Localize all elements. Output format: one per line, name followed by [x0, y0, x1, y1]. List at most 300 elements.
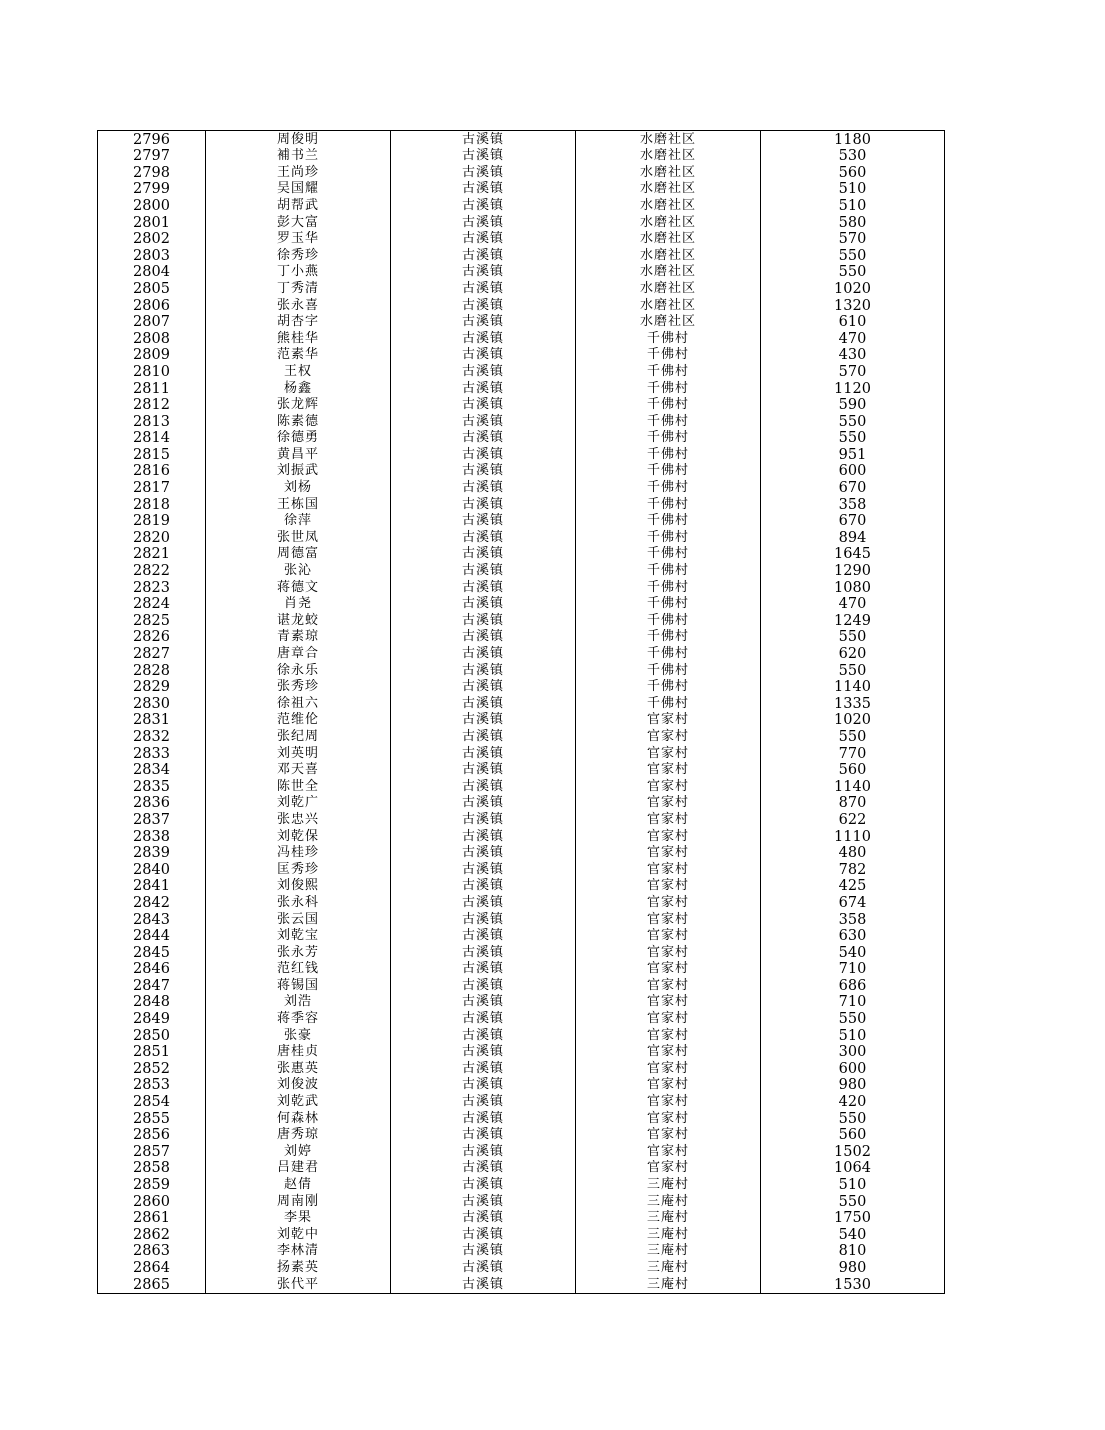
village-cell: 千佛村: [576, 413, 761, 430]
table-row: [98, 712, 945, 729]
village-cell: 千佛村: [576, 612, 761, 629]
town-cell: 古溪镇: [391, 363, 576, 380]
row-number-cell: 2849: [98, 1010, 206, 1027]
row-number-cell: 2864: [98, 1259, 206, 1276]
table-row: [98, 1143, 945, 1160]
table-row: [98, 894, 945, 911]
village-cell: 官家村: [576, 1127, 761, 1144]
row-number-cell: 2820: [98, 529, 206, 546]
row-number-cell: 2808: [98, 330, 206, 347]
town-cell: 古溪镇: [391, 197, 576, 214]
village-cell: 千佛村: [576, 380, 761, 397]
name-cell: 刘乾宝: [206, 928, 391, 945]
table-row: [98, 1027, 945, 1044]
village-cell: 水磨社区: [576, 164, 761, 181]
table-row: [98, 496, 945, 513]
village-cell: 官家村: [576, 778, 761, 795]
name-cell: 刘浩: [206, 994, 391, 1011]
name-cell: 吴国耀: [206, 181, 391, 198]
row-number-cell: 2821: [98, 546, 206, 563]
amount-cell: 1249: [761, 612, 945, 629]
name-cell: 陈世全: [206, 778, 391, 795]
town-cell: 古溪镇: [391, 861, 576, 878]
amount-cell: 870: [761, 795, 945, 812]
name-cell: 张惠英: [206, 1060, 391, 1077]
row-number-cell: 2814: [98, 430, 206, 447]
amount-cell: 1502: [761, 1143, 945, 1160]
village-cell: 水磨社区: [576, 280, 761, 297]
table-row: [98, 961, 945, 978]
town-cell: 古溪镇: [391, 795, 576, 812]
row-number-cell: 2824: [98, 596, 206, 613]
amount-cell: 710: [761, 994, 945, 1011]
town-cell: 古溪镇: [391, 762, 576, 779]
amount-cell: 1064: [761, 1160, 945, 1177]
row-number-cell: 2852: [98, 1060, 206, 1077]
table-row: [98, 297, 945, 314]
village-cell: 官家村: [576, 911, 761, 928]
town-cell: 古溪镇: [391, 314, 576, 331]
amount-cell: 358: [761, 911, 945, 928]
name-cell: 张永芳: [206, 944, 391, 961]
amount-cell: 420: [761, 1093, 945, 1110]
village-cell: 千佛村: [576, 513, 761, 530]
table-row: [98, 811, 945, 828]
table-row: [98, 197, 945, 214]
village-cell: 水磨社区: [576, 264, 761, 281]
row-number-cell: 2836: [98, 795, 206, 812]
name-cell: 肖尧: [206, 596, 391, 613]
name-cell: 刘乾广: [206, 795, 391, 812]
town-cell: 古溪镇: [391, 430, 576, 447]
amount-cell: 550: [761, 1110, 945, 1127]
row-number-cell: 2858: [98, 1160, 206, 1177]
town-cell: 古溪镇: [391, 894, 576, 911]
village-cell: 千佛村: [576, 479, 761, 496]
town-cell: 古溪镇: [391, 479, 576, 496]
amount-cell: 540: [761, 1226, 945, 1243]
row-number-cell: 2833: [98, 745, 206, 762]
amount-cell: 1335: [761, 695, 945, 712]
name-cell: 王权: [206, 363, 391, 380]
amount-cell: 425: [761, 878, 945, 895]
table-row: [98, 579, 945, 596]
row-number-cell: 2841: [98, 878, 206, 895]
amount-cell: 530: [761, 148, 945, 165]
name-cell: 刘俊波: [206, 1077, 391, 1094]
name-cell: 丁小燕: [206, 264, 391, 281]
table-row: [98, 778, 945, 795]
amount-cell: 550: [761, 413, 945, 430]
name-cell: 邓天喜: [206, 762, 391, 779]
table-row: [98, 845, 945, 862]
town-cell: 古溪镇: [391, 1160, 576, 1177]
table-row: [98, 397, 945, 414]
town-cell: 古溪镇: [391, 164, 576, 181]
amount-cell: 560: [761, 762, 945, 779]
village-cell: 官家村: [576, 1060, 761, 1077]
amount-cell: 686: [761, 977, 945, 994]
row-number-cell: 2823: [98, 579, 206, 596]
table-row: [98, 1110, 945, 1127]
village-cell: 官家村: [576, 728, 761, 745]
row-number-cell: 2863: [98, 1243, 206, 1260]
village-cell: 三庵村: [576, 1210, 761, 1227]
row-number-cell: 2799: [98, 181, 206, 198]
table-row: [98, 562, 945, 579]
village-cell: 官家村: [576, 762, 761, 779]
row-number-cell: 2844: [98, 928, 206, 945]
table-row: [98, 529, 945, 546]
village-cell: 水磨社区: [576, 214, 761, 231]
row-number-cell: 2804: [98, 264, 206, 281]
town-cell: 古溪镇: [391, 513, 576, 530]
town-cell: 古溪镇: [391, 247, 576, 264]
town-cell: 古溪镇: [391, 131, 576, 148]
amount-cell: 510: [761, 181, 945, 198]
village-cell: 官家村: [576, 944, 761, 961]
amount-cell: 630: [761, 928, 945, 945]
town-cell: 古溪镇: [391, 380, 576, 397]
amount-cell: 470: [761, 330, 945, 347]
town-cell: 古溪镇: [391, 1176, 576, 1193]
name-cell: 補书兰: [206, 148, 391, 165]
name-cell: 张忠兴: [206, 811, 391, 828]
name-cell: 范红钱: [206, 961, 391, 978]
town-cell: 古溪镇: [391, 1276, 576, 1293]
amount-cell: 670: [761, 513, 945, 530]
amount-cell: 510: [761, 197, 945, 214]
table-row: [98, 728, 945, 745]
name-cell: 陈素德: [206, 413, 391, 430]
town-cell: 古溪镇: [391, 961, 576, 978]
town-cell: 古溪镇: [391, 181, 576, 198]
town-cell: 古溪镇: [391, 845, 576, 862]
name-cell: 周南刚: [206, 1193, 391, 1210]
amount-cell: 590: [761, 397, 945, 414]
row-number-cell: 2830: [98, 695, 206, 712]
table-row: [98, 1210, 945, 1227]
row-number-cell: 2856: [98, 1127, 206, 1144]
table-row: [98, 596, 945, 613]
amount-cell: 980: [761, 1077, 945, 1094]
town-cell: 古溪镇: [391, 811, 576, 828]
village-cell: 官家村: [576, 861, 761, 878]
amount-cell: 1290: [761, 562, 945, 579]
amount-cell: 1020: [761, 712, 945, 729]
row-number-cell: 2807: [98, 314, 206, 331]
table-row: [98, 363, 945, 380]
amount-cell: 540: [761, 944, 945, 961]
village-cell: 千佛村: [576, 347, 761, 364]
village-cell: 官家村: [576, 994, 761, 1011]
town-cell: 古溪镇: [391, 1060, 576, 1077]
table-row: [98, 131, 945, 148]
table-row: [98, 214, 945, 231]
table-row: [98, 446, 945, 463]
row-number-cell: 2860: [98, 1193, 206, 1210]
village-cell: 官家村: [576, 977, 761, 994]
town-cell: 古溪镇: [391, 977, 576, 994]
amount-cell: 1645: [761, 546, 945, 563]
name-cell: 彭大富: [206, 214, 391, 231]
row-number-cell: 2847: [98, 977, 206, 994]
name-cell: 刘乾武: [206, 1093, 391, 1110]
town-cell: 古溪镇: [391, 1044, 576, 1061]
name-cell: 刘乾中: [206, 1226, 391, 1243]
table-row: [98, 347, 945, 364]
table-row: [98, 944, 945, 961]
name-cell: 丁秀清: [206, 280, 391, 297]
village-cell: 千佛村: [576, 645, 761, 662]
town-cell: 古溪镇: [391, 944, 576, 961]
amount-cell: 1120: [761, 380, 945, 397]
data-table: [97, 130, 945, 1294]
town-cell: 古溪镇: [391, 1243, 576, 1260]
amount-cell: 600: [761, 1060, 945, 1077]
name-cell: 张永科: [206, 894, 391, 911]
town-cell: 古溪镇: [391, 1010, 576, 1027]
name-cell: 张代平: [206, 1276, 391, 1293]
row-number-cell: 2796: [98, 131, 206, 148]
name-cell: 徐永乐: [206, 662, 391, 679]
table-row: [98, 164, 945, 181]
town-cell: 古溪镇: [391, 1027, 576, 1044]
town-cell: 古溪镇: [391, 397, 576, 414]
table-row: [98, 247, 945, 264]
amount-cell: 570: [761, 363, 945, 380]
table-row: [98, 280, 945, 297]
table-row: [98, 994, 945, 1011]
row-number-cell: 2842: [98, 894, 206, 911]
town-cell: 古溪镇: [391, 662, 576, 679]
town-cell: 古溪镇: [391, 745, 576, 762]
row-number-cell: 2843: [98, 911, 206, 928]
amount-cell: 358: [761, 496, 945, 513]
village-cell: 官家村: [576, 745, 761, 762]
village-cell: 官家村: [576, 1027, 761, 1044]
town-cell: 古溪镇: [391, 1077, 576, 1094]
table-row: [98, 1160, 945, 1177]
town-cell: 古溪镇: [391, 463, 576, 480]
table-row: [98, 1193, 945, 1210]
town-cell: 古溪镇: [391, 645, 576, 662]
name-cell: 周俊明: [206, 131, 391, 148]
town-cell: 古溪镇: [391, 679, 576, 696]
row-number-cell: 2803: [98, 247, 206, 264]
row-number-cell: 2831: [98, 712, 206, 729]
row-number-cell: 2851: [98, 1044, 206, 1061]
amount-cell: 560: [761, 1127, 945, 1144]
village-cell: 千佛村: [576, 662, 761, 679]
town-cell: 古溪镇: [391, 1193, 576, 1210]
village-cell: 三庵村: [576, 1276, 761, 1293]
name-cell: 扬素英: [206, 1259, 391, 1276]
village-cell: 官家村: [576, 1010, 761, 1027]
village-cell: 千佛村: [576, 546, 761, 563]
town-cell: 古溪镇: [391, 413, 576, 430]
row-number-cell: 2806: [98, 297, 206, 314]
row-number-cell: 2845: [98, 944, 206, 961]
row-number-cell: 2835: [98, 778, 206, 795]
table-row: [98, 463, 945, 480]
village-cell: 三庵村: [576, 1176, 761, 1193]
amount-cell: 300: [761, 1044, 945, 1061]
row-number-cell: 2837: [98, 811, 206, 828]
row-number-cell: 2811: [98, 380, 206, 397]
table-row: [98, 330, 945, 347]
village-cell: 三庵村: [576, 1226, 761, 1243]
town-cell: 古溪镇: [391, 778, 576, 795]
table-row: [98, 314, 945, 331]
town-cell: 古溪镇: [391, 695, 576, 712]
amount-cell: 1140: [761, 778, 945, 795]
table-row: [98, 1276, 945, 1293]
town-cell: 古溪镇: [391, 546, 576, 563]
village-cell: 官家村: [576, 795, 761, 812]
name-cell: 张秀珍: [206, 679, 391, 696]
row-number-cell: 2839: [98, 845, 206, 862]
table-row: [98, 629, 945, 646]
row-number-cell: 2812: [98, 397, 206, 414]
town-cell: 古溪镇: [391, 1127, 576, 1144]
town-cell: 古溪镇: [391, 347, 576, 364]
amount-cell: 1320: [761, 297, 945, 314]
row-number-cell: 2850: [98, 1027, 206, 1044]
name-cell: 赵倩: [206, 1176, 391, 1193]
town-cell: 古溪镇: [391, 928, 576, 945]
table-row: [98, 231, 945, 248]
village-cell: 官家村: [576, 928, 761, 945]
name-cell: 蒋德文: [206, 579, 391, 596]
name-cell: 张沁: [206, 562, 391, 579]
row-number-cell: 2819: [98, 513, 206, 530]
village-cell: 水磨社区: [576, 247, 761, 264]
name-cell: 唐章合: [206, 645, 391, 662]
row-number-cell: 2834: [98, 762, 206, 779]
town-cell: 古溪镇: [391, 330, 576, 347]
table-row: [98, 1243, 945, 1260]
row-number-cell: 2840: [98, 861, 206, 878]
name-cell: 胡帮武: [206, 197, 391, 214]
name-cell: 唐秀琼: [206, 1127, 391, 1144]
name-cell: 刘杨: [206, 479, 391, 496]
village-cell: 官家村: [576, 811, 761, 828]
name-cell: 唐桂贞: [206, 1044, 391, 1061]
village-cell: 千佛村: [576, 496, 761, 513]
amount-cell: 980: [761, 1259, 945, 1276]
amount-cell: 710: [761, 961, 945, 978]
amount-cell: 1110: [761, 828, 945, 845]
town-cell: 古溪镇: [391, 712, 576, 729]
name-cell: 刘乾保: [206, 828, 391, 845]
village-cell: 官家村: [576, 845, 761, 862]
name-cell: 青素琼: [206, 629, 391, 646]
name-cell: 匡秀珍: [206, 861, 391, 878]
name-cell: 徐德勇: [206, 430, 391, 447]
table-row: [98, 645, 945, 662]
village-cell: 千佛村: [576, 446, 761, 463]
table-row: [98, 479, 945, 496]
table-row: [98, 1127, 945, 1144]
town-cell: 古溪镇: [391, 1210, 576, 1227]
town-cell: 古溪镇: [391, 728, 576, 745]
table-row: [98, 413, 945, 430]
name-cell: 刘英明: [206, 745, 391, 762]
village-cell: 千佛村: [576, 596, 761, 613]
name-cell: 吕建君: [206, 1160, 391, 1177]
row-number-cell: 2829: [98, 679, 206, 696]
row-number-cell: 2816: [98, 463, 206, 480]
table-row: [98, 679, 945, 696]
village-cell: 三庵村: [576, 1259, 761, 1276]
row-number-cell: 2846: [98, 961, 206, 978]
amount-cell: 1180: [761, 131, 945, 148]
name-cell: 范素华: [206, 347, 391, 364]
row-number-cell: 2817: [98, 479, 206, 496]
table-row: [98, 762, 945, 779]
amount-cell: 620: [761, 645, 945, 662]
row-number-cell: 2809: [98, 347, 206, 364]
name-cell: 张永喜: [206, 297, 391, 314]
town-cell: 古溪镇: [391, 1143, 576, 1160]
town-cell: 古溪镇: [391, 596, 576, 613]
amount-cell: 580: [761, 214, 945, 231]
row-number-cell: 2805: [98, 280, 206, 297]
table-row: [98, 1010, 945, 1027]
row-number-cell: 2797: [98, 148, 206, 165]
table-row: [98, 546, 945, 563]
table-row: [98, 828, 945, 845]
village-cell: 三庵村: [576, 1243, 761, 1260]
row-number-cell: 2802: [98, 231, 206, 248]
amount-cell: 430: [761, 347, 945, 364]
table-row: [98, 148, 945, 165]
village-cell: 千佛村: [576, 430, 761, 447]
row-number-cell: 2801: [98, 214, 206, 231]
row-number-cell: 2838: [98, 828, 206, 845]
amount-cell: 610: [761, 314, 945, 331]
name-cell: 蒋季容: [206, 1010, 391, 1027]
table-row: [98, 662, 945, 679]
table-row: [98, 911, 945, 928]
village-cell: 三庵村: [576, 1193, 761, 1210]
town-cell: 古溪镇: [391, 1226, 576, 1243]
name-cell: 王栋国: [206, 496, 391, 513]
row-number-cell: 2857: [98, 1143, 206, 1160]
name-cell: 徐祖六: [206, 695, 391, 712]
name-cell: 王尚珍: [206, 164, 391, 181]
town-cell: 古溪镇: [391, 264, 576, 281]
table-row: [98, 1077, 945, 1094]
village-cell: 官家村: [576, 712, 761, 729]
village-cell: 水磨社区: [576, 131, 761, 148]
amount-cell: 550: [761, 662, 945, 679]
table-row: [98, 977, 945, 994]
amount-cell: 480: [761, 845, 945, 862]
name-cell: 何森林: [206, 1110, 391, 1127]
village-cell: 水磨社区: [576, 181, 761, 198]
amount-cell: 1020: [761, 280, 945, 297]
table-body: [98, 131, 945, 1294]
row-number-cell: 2848: [98, 994, 206, 1011]
amount-cell: 510: [761, 1027, 945, 1044]
town-cell: 古溪镇: [391, 446, 576, 463]
name-cell: 张龙辉: [206, 397, 391, 414]
name-cell: 谌龙蛟: [206, 612, 391, 629]
village-cell: 官家村: [576, 1077, 761, 1094]
row-number-cell: 2822: [98, 562, 206, 579]
